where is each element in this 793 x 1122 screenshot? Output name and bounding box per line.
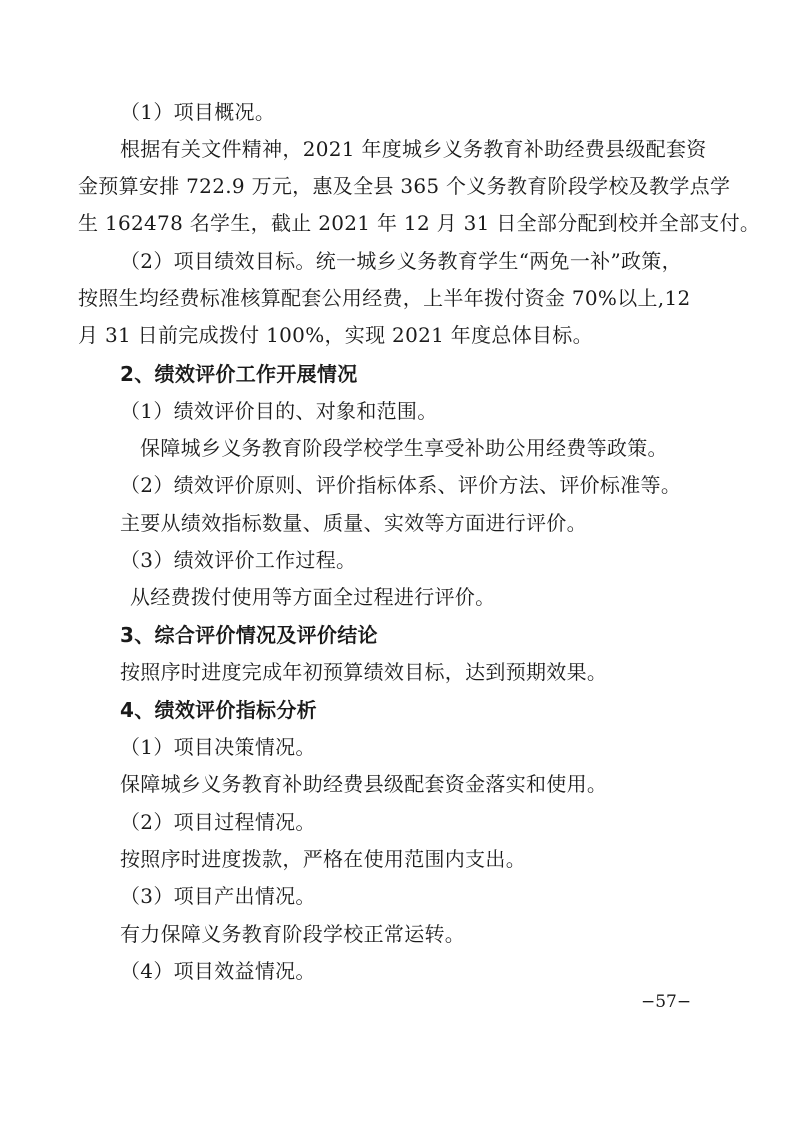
paragraph-line: 按照生均经费标准核算配套公用经费，上半年拨付资金 70%以上,12 — [78, 286, 691, 310]
paragraph-line: （1）绩效评价目的、对象和范围。 — [120, 399, 438, 423]
paragraph-line: （4）项目效益情况。 — [120, 959, 316, 983]
paragraph-line: （3）绩效评价工作过程。 — [120, 548, 357, 572]
paragraph-line: 保障城乡义务教育阶段学校学生享受补助公用经费等政策。 — [140, 436, 668, 460]
paragraph-line: 有力保障义务教育阶段学校正常运转。 — [120, 922, 466, 946]
paragraph-line: （2）项目绩效目标。统一城乡义务教育学生“两免一补”政策， — [120, 249, 682, 273]
paragraph-line: （2）绩效评价原则、评价指标体系、评价方法、评价标准等。 — [120, 473, 682, 497]
paragraph-line: 生 162478 名学生，截止 2021 年 12 月 31 日全部分配到校并全部支付。 — [78, 211, 761, 235]
section-heading: 2、绩效评价工作开展情况 — [120, 362, 358, 386]
paragraph-line: （2）项目过程情况。 — [120, 810, 316, 834]
paragraph-line: 保障城乡义务教育补助经费县级配套资金落实和使用。 — [120, 772, 608, 796]
section-heading: 3、综合评价情况及评价结论 — [120, 623, 378, 647]
paragraph-line: （3）项目产出情况。 — [120, 884, 316, 908]
page-number: −57− — [641, 992, 692, 1012]
section-heading: 4、绩效评价指标分析 — [120, 698, 317, 722]
paragraph-line: （1）项目概况。 — [120, 100, 276, 124]
paragraph-line: 从经费拨付使用等方面全过程进行评价。 — [130, 585, 496, 609]
paragraph-line: （1）项目决策情况。 — [120, 735, 316, 759]
paragraph-line: 根据有关文件精神，2021 年度城乡义务教育补助经费县级配套资 — [120, 137, 707, 161]
paragraph-line: 按照序时进度拨款，严格在使用范围内支出。 — [120, 847, 526, 871]
paragraph-line: 主要从绩效指标数量、质量、实效等方面进行评价。 — [120, 511, 587, 535]
paragraph-line: 月 31 日前完成拨付 100%，实现 2021 年度总体目标。 — [78, 323, 593, 347]
paragraph-line: 按照序时进度完成年初预算绩效目标，达到预期效果。 — [120, 660, 608, 684]
paragraph-line: 金预算安排 722.9 万元，惠及全县 365 个义务教育阶段学校及教学点学 — [78, 174, 731, 198]
